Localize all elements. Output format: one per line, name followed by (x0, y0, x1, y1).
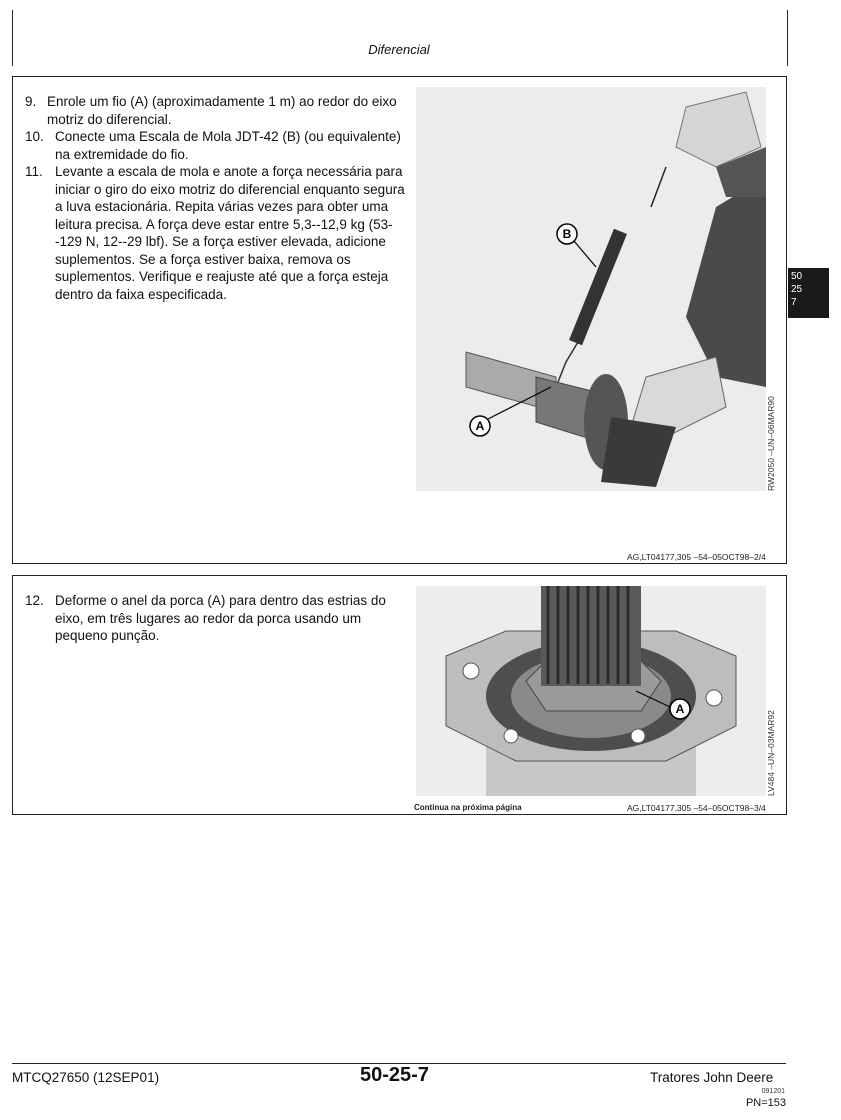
reference-code-1: AG,LT04177,305 –54–05OCT98–2/4 (627, 552, 766, 562)
page-header-title: Diferencial (368, 42, 430, 57)
nut-staking-illustration (416, 586, 766, 796)
side-tab-line: 25 (791, 284, 803, 295)
step-text: Deforme o anel da porca (A) para dentro das estrias do eixo, em três lugares ao redor da porca usando um pequeno punção. (55, 593, 386, 643)
footer-publisher: Tratores John Deere (650, 1070, 774, 1085)
side-tab-line: 7 (791, 297, 797, 308)
figure-code-1: RW2050 –UN–06MAR90 (766, 396, 776, 491)
step-text: Conecte uma Escala de Mola JDT-42 (B) (ou equivalente) na extremidade do fio. (55, 129, 401, 162)
reference-code-2: AG,LT04177,305 –54–05OCT98–3/4 (627, 803, 766, 813)
step-number: 12. (25, 593, 44, 608)
figure-spring-scale-photo (416, 87, 766, 491)
step-list-2 (17, 592, 407, 645)
figure-nut-staking-photo (416, 586, 766, 796)
footer-pn: PN=153 (745, 1097, 786, 1109)
callout-a-label: A (675, 702, 685, 716)
step-text: Enrole um fio (A) (aproximadamente 1 m) ao redor do eixo motriz do diferencial. (47, 94, 397, 127)
section-side-tab (788, 268, 829, 318)
step-item (17, 592, 407, 645)
callout-a-label: A (475, 419, 485, 433)
side-tab-line: 50 (791, 271, 803, 282)
section-panel-1 (12, 76, 787, 564)
figure-code-2: LV484 –UN–03MAR92 (766, 710, 776, 796)
footer-small-code: 091201 (761, 1088, 785, 1095)
header-frame (12, 10, 788, 66)
step-text: Levante a escala de mola e anote a força necessária para iniciar o giro do eixo motriz do diferencial enquanto segura a luva estacionária. Repita várias vezes para obter uma leitura precisa. A força deve estar entre 5,3--12,9 kg (53--129 N, 12--29 lbf). Se a força estiver elevada, adicione suplementos. Se a força estiver baixa, remova os suplementos. Verifique e reajuste até que a força esteja dentro da faixa especificada. (55, 164, 405, 302)
spring-scale-illustration (416, 87, 766, 491)
step-item (17, 163, 407, 303)
section-panel-2 (12, 575, 787, 815)
continued-note: Continua na próxima página (414, 803, 522, 812)
step-number: 9. (25, 94, 37, 109)
step-number: 11. (25, 164, 43, 179)
footer-page-number: 50-25-7 (360, 1064, 429, 1086)
step-list-1 (17, 93, 407, 303)
step-item (17, 93, 407, 128)
step-item (17, 128, 407, 163)
callout-b-label: B (562, 227, 572, 241)
footer-doc-id: MTCQ27650 (12SEP01) (12, 1070, 160, 1085)
step-number: 10. (25, 129, 44, 144)
